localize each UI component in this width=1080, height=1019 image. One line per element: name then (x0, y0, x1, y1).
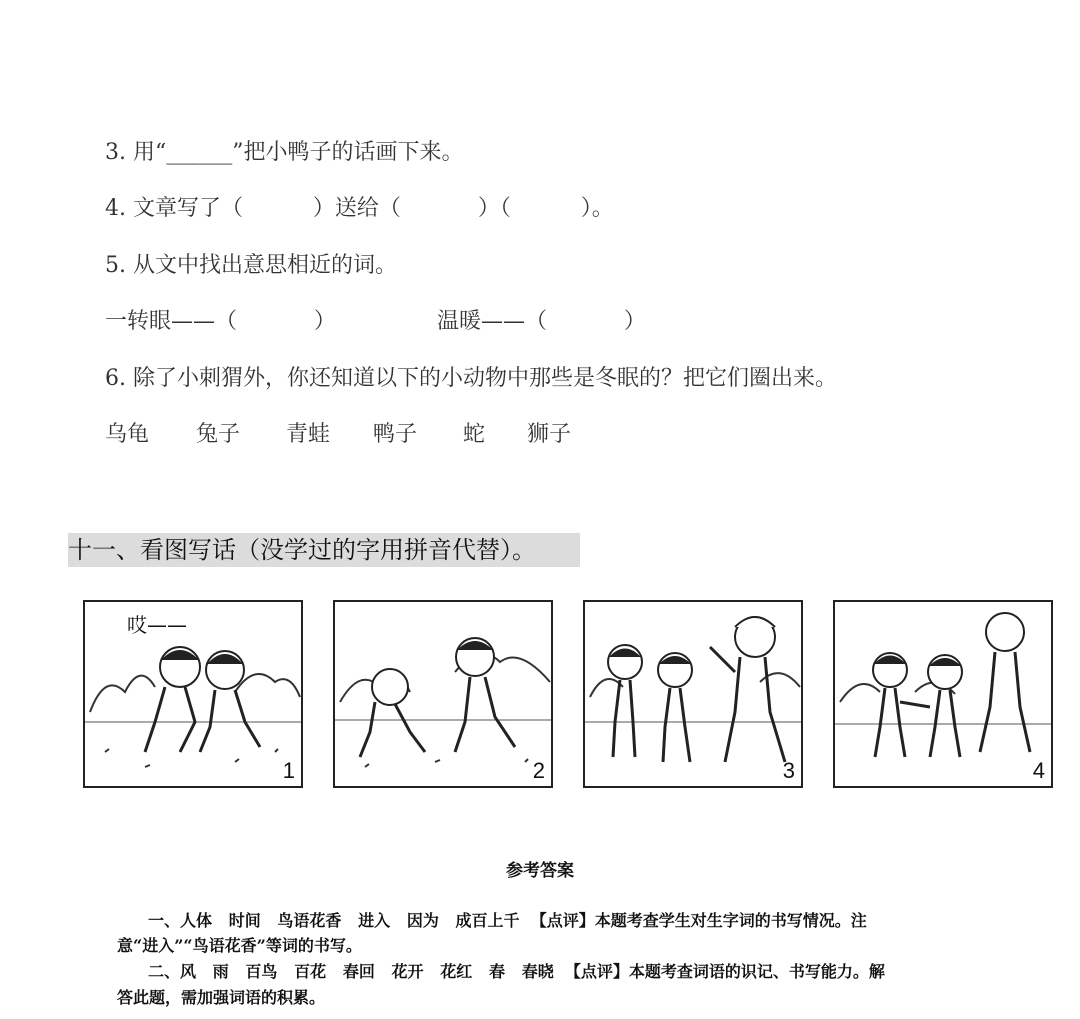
picture-panel-1 (83, 600, 303, 788)
panel-1-caption: 哎—— (127, 613, 187, 637)
panel-number: 3 (782, 758, 795, 783)
answer-line-3: 二、风 雨 百鸟 百花 春回 花开 花红 春 春晓 【点评】本题考查词语的识记、书写能力。解 (148, 962, 885, 981)
question-5-pair-2: 温暖——（ ） (437, 309, 646, 334)
panel-2-illustration (335, 602, 553, 788)
answer-line-1: 一、人体 时间 鸟语花香 进入 因为 成百上千 【点评】本题考查学生对生字词的书写情况。注 (148, 911, 867, 930)
answer-line-2: 意“进入”“鸟语花香”等词的书写。 (117, 936, 362, 955)
animal-option: 青蛙 (286, 422, 331, 447)
picture-panel-3 (583, 600, 803, 788)
panel-3-illustration (585, 602, 803, 788)
panel-number: 2 (532, 758, 545, 783)
question-6: 6. 除了小刺猬外，你还知道以下的小动物中那些是冬眠的？把它们圈出来。 (105, 366, 837, 391)
panel-1-illustration (85, 602, 303, 788)
question-5-pair-1: 一转眼——（ ） (105, 309, 336, 334)
answers-title: 参考答案 (506, 861, 574, 881)
picture-panel-2 (333, 600, 553, 788)
panel-number: 1 (282, 758, 295, 783)
animal-option: 狮子 (527, 422, 572, 447)
panel-number: 4 (1032, 758, 1045, 783)
animal-option: 蛇 (463, 422, 486, 447)
animal-option: 兔子 (196, 422, 241, 447)
animal-option: 鸭子 (373, 422, 418, 447)
question-3: 3. 用“______”把小鸭子的话画下来。 (105, 140, 464, 165)
picture-panel-4 (833, 600, 1053, 788)
answer-line-4: 答此题，需加强词语的积累。 (117, 988, 326, 1007)
panel-4-illustration (835, 602, 1053, 788)
section-title: 十一、看图写话（没学过的字用拼音代替）。 (68, 533, 580, 567)
animal-option: 乌龟 (105, 422, 150, 447)
question-4: 4. 文章写了（ ）送给（ ）（ ）。 (105, 196, 614, 221)
question-5: 5. 从文中找出意思相近的词。 (105, 253, 397, 278)
